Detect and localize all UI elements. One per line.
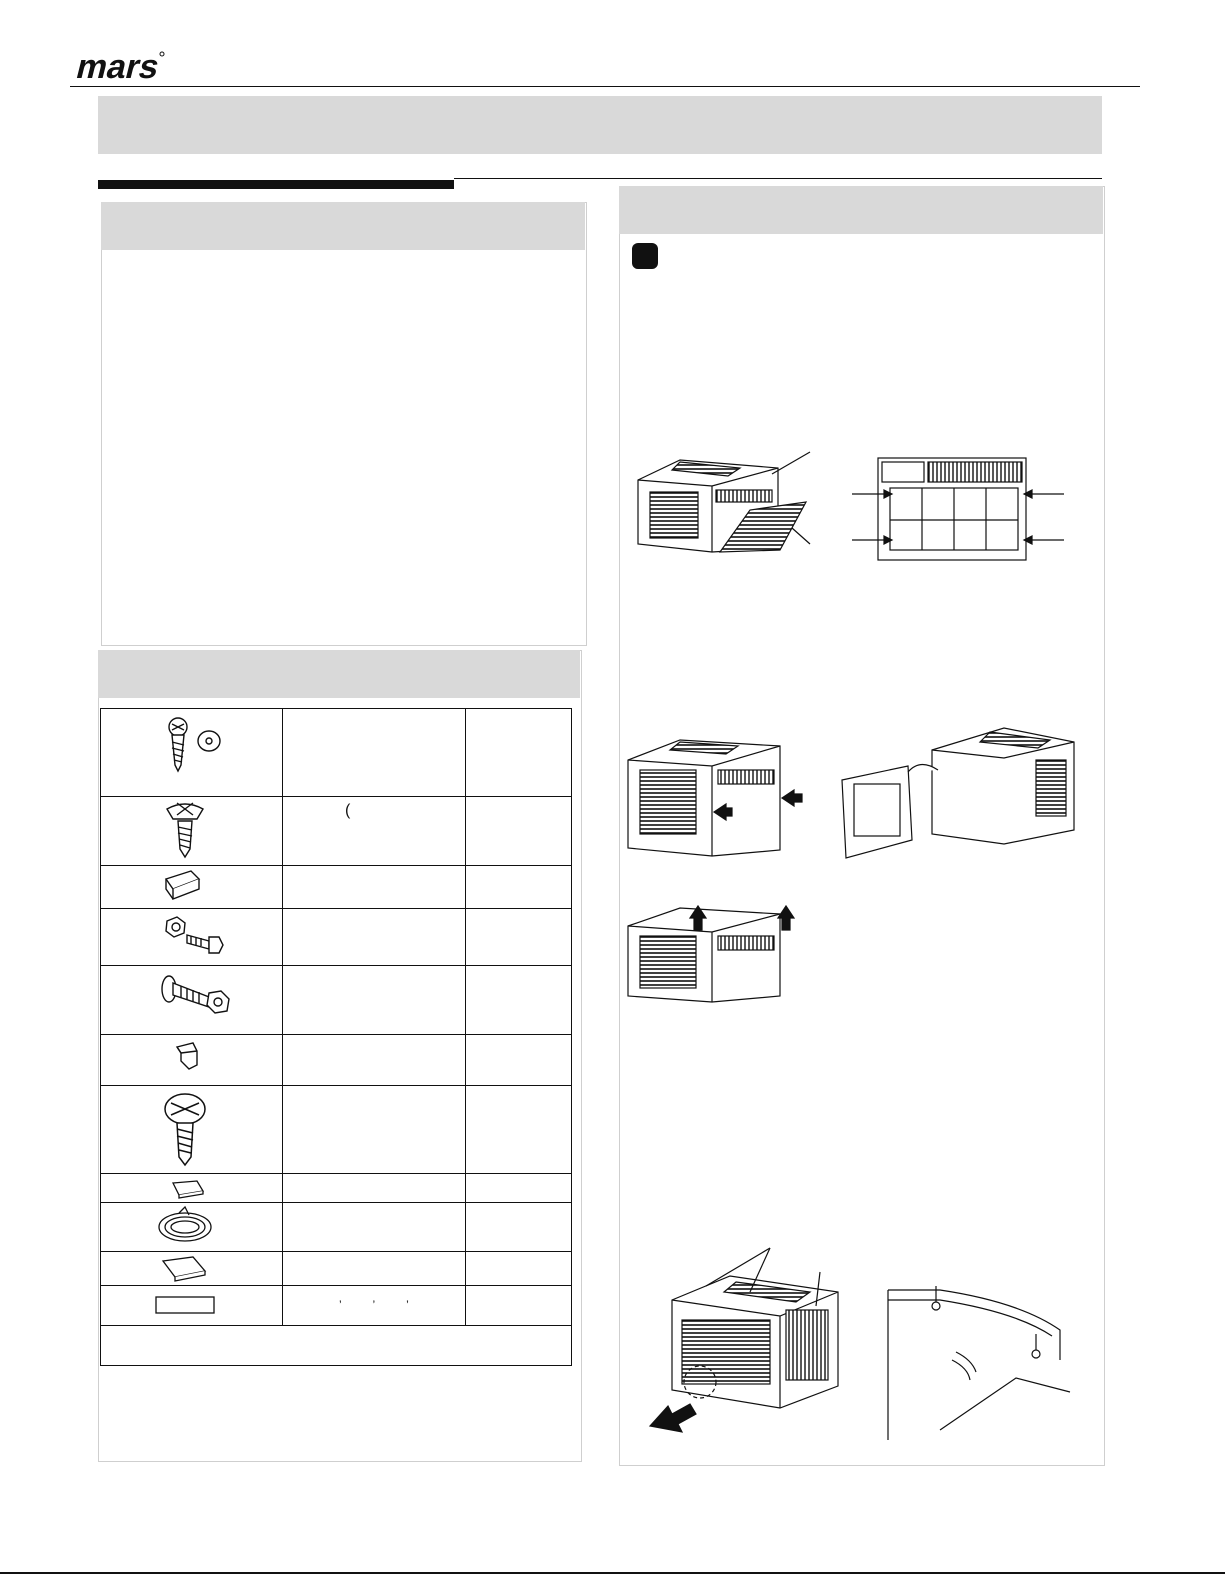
row-2-glyph: ( xyxy=(345,802,351,819)
screw-icon xyxy=(167,803,203,857)
carriage-bolt-icon xyxy=(162,976,229,1013)
figure-cabinet-screws xyxy=(650,1248,838,1432)
strip-icon xyxy=(156,1297,214,1313)
figure-cabinet-lift xyxy=(628,906,794,1002)
figure-filter-removal xyxy=(638,452,810,552)
truss-screw-icon xyxy=(165,1094,205,1165)
figure-panel-detached xyxy=(842,728,1074,858)
logo-wordmark: mars xyxy=(72,48,164,86)
section-bar-thin xyxy=(454,178,1102,179)
mars-logo-icon xyxy=(70,48,170,88)
footer-rule xyxy=(0,1572,1225,1574)
parts-illustrations xyxy=(101,709,571,1325)
figure-front-panel-tabs xyxy=(852,458,1064,560)
row-11-glyph: ’ ’ ’ xyxy=(339,1298,423,1312)
angle-bracket-icon xyxy=(166,871,199,899)
parts-table xyxy=(100,708,572,1366)
preparation-panel xyxy=(101,202,587,646)
header-rule xyxy=(70,86,1140,87)
installation-panel-header xyxy=(619,186,1103,234)
installation-figures xyxy=(620,440,1100,1440)
screw-washer-icon xyxy=(169,718,220,771)
step-badge xyxy=(632,243,658,269)
preparation-panel-header xyxy=(101,202,585,250)
foam-block-icon xyxy=(163,1257,205,1281)
foam-pad-small-icon xyxy=(173,1181,203,1198)
figure-panel-pull xyxy=(628,740,802,856)
clip-icon xyxy=(177,1043,197,1069)
accessories-panel-header xyxy=(98,650,580,698)
section-bar-thick xyxy=(98,180,454,189)
page-title-band xyxy=(98,96,1102,154)
mars-logo xyxy=(70,48,170,88)
nut-bolt-icon xyxy=(166,917,223,953)
seal-strip-icon xyxy=(159,1207,211,1241)
figure-screw-detail xyxy=(888,1286,1070,1440)
